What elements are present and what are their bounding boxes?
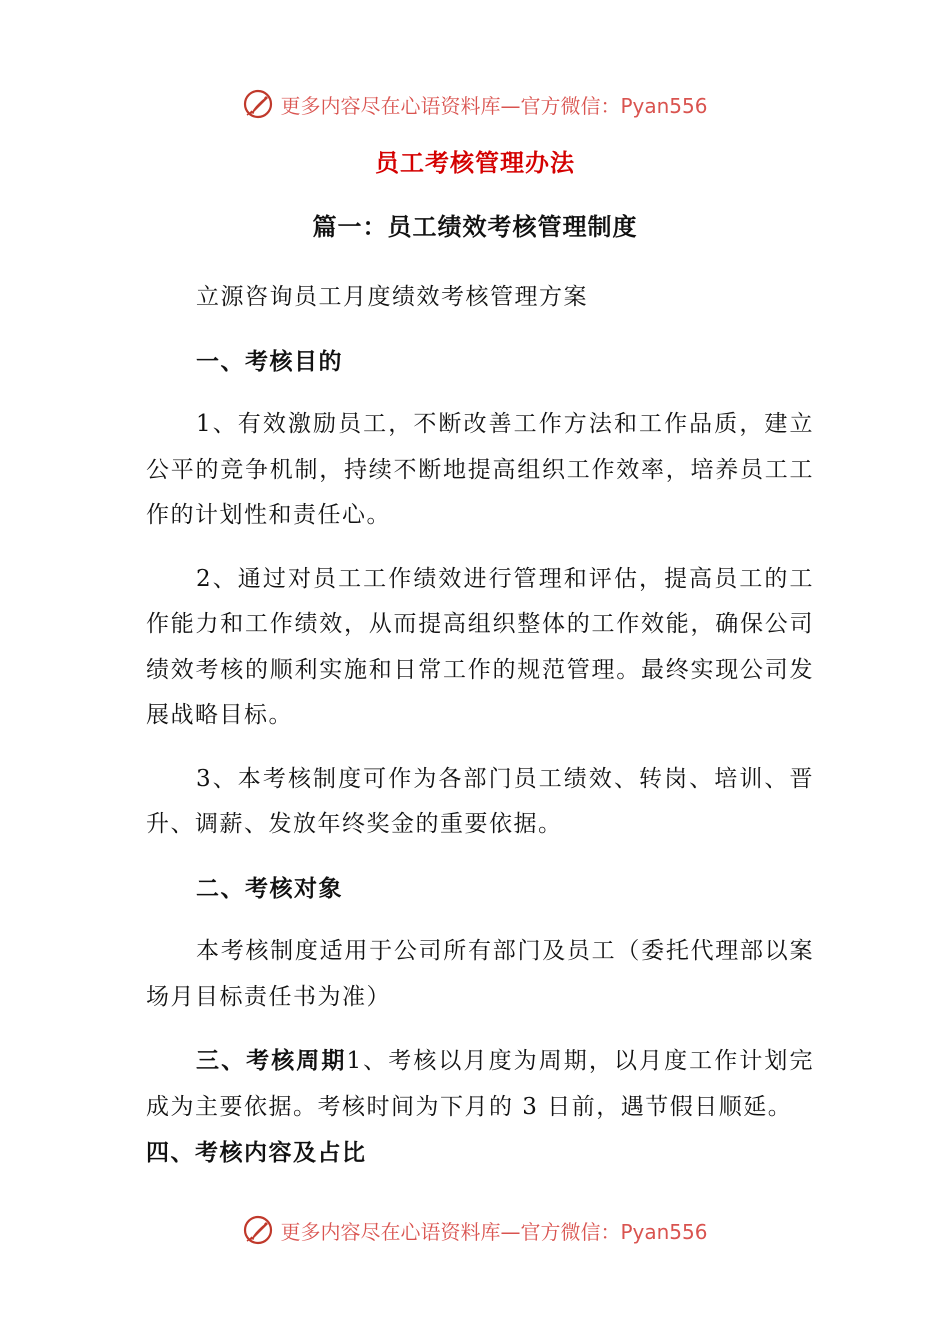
footer-banner: [0, 1210, 950, 1250]
document-body: [146, 275, 814, 1194]
quill-pen-logo-icon: [242, 88, 274, 120]
paragraph-purpose-2: 2、通过对员工工作绩效进行管理和评估，提高员工的工作能力和工作绩效，从而提高组织整体的工作效能，确保公司绩效考核的顺利实施和日常工作的规范管理。最终实现公司发展战略目标。: [146, 565, 814, 728]
document-subtitle: 立源咨询员工月度绩效考核管理方案: [196, 284, 588, 310]
paragraph-purpose-3: 3、本考核制度可作为各部门员工绩效、转岗、培训、晋升、调薪、发放年终奖金的重要依据。: [146, 765, 814, 837]
paragraph-purpose-1: 1、有效激励员工，不断改善工作方法和工作品质，建立公平的竞争机制，持续不断地提高组织工作效率，培养员工工作的计划性和责任心。: [146, 411, 814, 528]
paragraph-cycle: [146, 1038, 814, 1130]
section-heading-cycle: 三、考核周期: [196, 1047, 347, 1074]
paragraph-target-1: 本考核制度适用于公司所有部门及员工（委托代理部以案场月目标责任书为准）: [146, 938, 814, 1010]
quill-pen-logo-icon: [242, 1214, 274, 1246]
section-heading-purpose: 一、考核目的: [196, 347, 343, 375]
paragraph-cycle-text: 1、考核以月度为周期，以月度工作计划完成为主要依据。考核时间为下月的 3 日前，遇节假日顺延。: [146, 1048, 814, 1120]
section-heading-target: 二、考核对象: [196, 874, 343, 902]
header-banner: [0, 84, 950, 124]
footer-banner-text: 更多内容尽在心语资料库—官方微信：Pyan556: [280, 1219, 708, 1244]
header-banner-text: 更多内容尽在心语资料库—官方微信：Pyan556: [280, 93, 708, 118]
document-title: 员工考核管理办法: [375, 148, 575, 177]
chapter-heading: 篇一：员工绩效考核管理制度: [312, 212, 638, 241]
section-heading-content: 四、考核内容及占比: [146, 1139, 367, 1166]
